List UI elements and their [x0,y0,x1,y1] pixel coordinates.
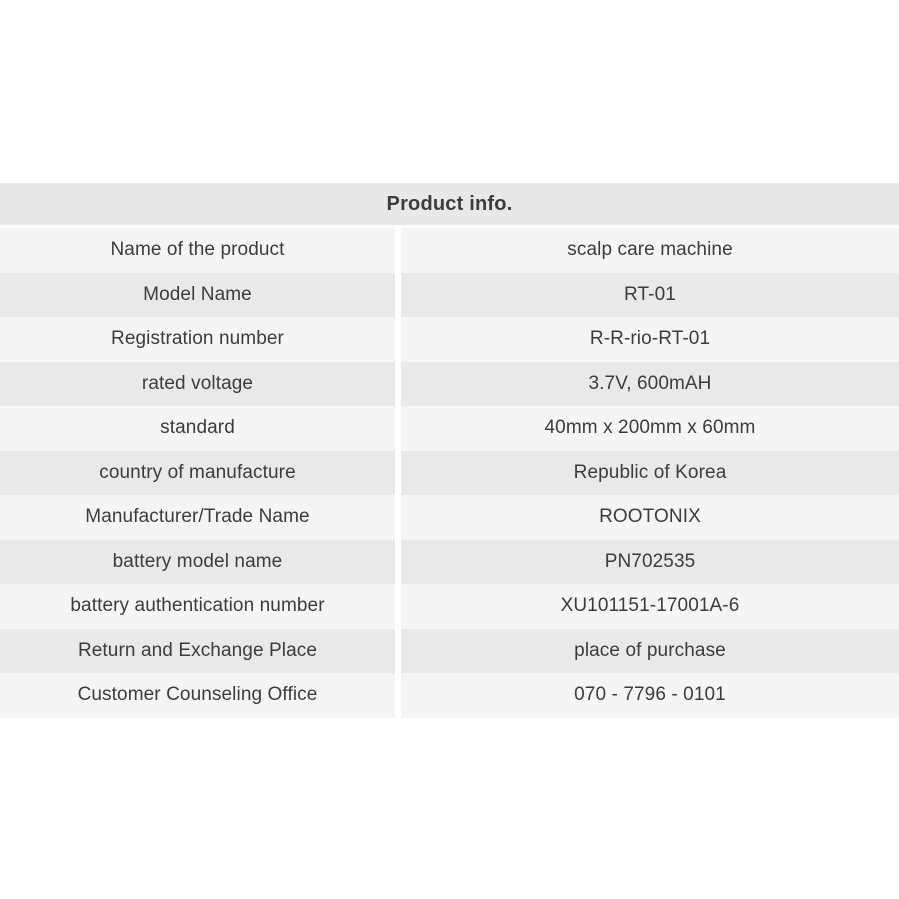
table-row [0,584,899,629]
table-title: Product info. [386,192,513,215]
row-value-cell: ROOTONIX [401,495,899,540]
row-value-cell: XU101151-17001A-6 [401,584,899,629]
row-value-cell: 40mm x 200mm x 60mm [401,406,899,451]
table-row [0,362,899,407]
row-label-cell: rated voltage [0,362,395,407]
table-row [0,629,899,674]
table-row [0,673,899,718]
row-label-cell: country of manufacture [0,451,395,496]
row-value-cell: 3.7V, 600mAH [401,362,899,407]
row-label-cell: battery authentication number [0,584,395,629]
row-label-cell: Model Name [0,273,395,318]
table-header [0,183,899,225]
row-value-cell: Republic of Korea [401,451,899,496]
row-value-cell: scalp care machine [401,228,899,273]
row-value-cell: 070 - 7796 - 0101 [401,673,899,718]
table-row [0,317,899,362]
row-value-cell: R-R-rio-RT-01 [401,317,899,362]
row-value-cell: PN702535 [401,540,899,585]
row-label-cell: Manufacturer/Trade Name [0,495,395,540]
table-row [0,406,899,451]
table-row [0,495,899,540]
table-row [0,273,899,318]
row-label-cell: Registration number [0,317,395,362]
row-value-cell: place of purchase [401,629,899,674]
row-label-cell: Customer Counseling Office [0,673,395,718]
table-row [0,540,899,585]
product-info-table [0,183,899,718]
row-label-cell: battery model name [0,540,395,585]
row-label-cell: Name of the product [0,228,395,273]
product-table-body [0,228,899,718]
table-row [0,228,899,273]
table-row [0,451,899,496]
row-label-cell: standard [0,406,395,451]
row-label-cell: Return and Exchange Place [0,629,395,674]
row-value-cell: RT-01 [401,273,899,318]
